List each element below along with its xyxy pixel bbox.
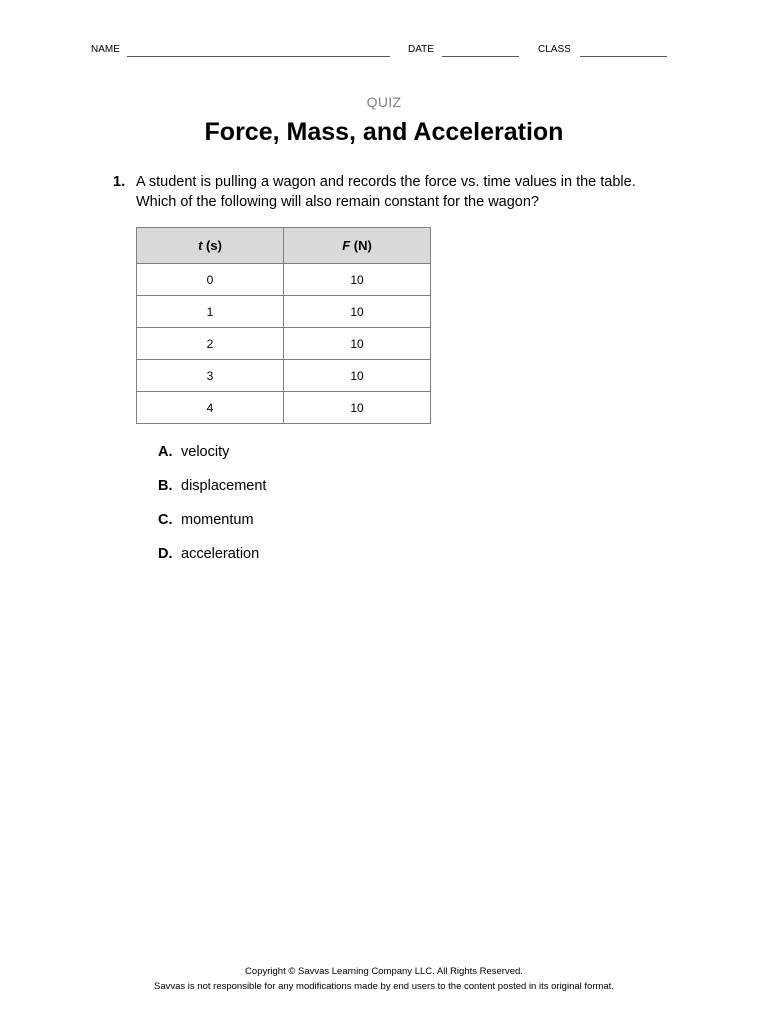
page-title: Force, Mass, and Acceleration [204, 118, 564, 146]
table-cell-force: 10 [284, 328, 431, 360]
question-number: 1. [113, 174, 126, 190]
column-header-time [137, 228, 284, 264]
class-label: CLASS [538, 44, 571, 55]
student-info-header [91, 44, 671, 60]
column-unit: (N) [350, 238, 372, 253]
table-cell-time: 1 [137, 296, 284, 328]
table-row [137, 360, 431, 392]
table-cell-force: 10 [284, 264, 431, 296]
choice-a[interactable] [158, 444, 558, 478]
table-cell-time: 4 [137, 392, 284, 424]
choice-text: velocity [181, 444, 230, 460]
table-cell-time: 3 [137, 360, 284, 392]
table-cell-force: 10 [284, 296, 431, 328]
copyright-footer [0, 964, 768, 994]
choice-letter: C. [158, 512, 173, 528]
date-label: DATE [408, 44, 434, 55]
table-row [137, 296, 431, 328]
choice-text: acceleration [181, 546, 260, 562]
choice-c[interactable] [158, 512, 558, 546]
table-row [137, 392, 431, 424]
table-header-row [137, 228, 431, 264]
question-text: A student is pulling a wagon and records the force vs. time values in the table. Which of the following will also remain constant for the wagon? [136, 174, 636, 210]
quiz-kicker: QUIZ [366, 94, 402, 110]
copyright-line: Copyright © Savvas Learning Company LLC. All Rights Reserved. [245, 966, 523, 977]
name-label: NAME [91, 44, 120, 55]
class-line [580, 56, 667, 57]
choice-b[interactable] [158, 478, 558, 512]
column-var: t [198, 238, 203, 253]
answer-choices [158, 444, 558, 580]
column-unit: (s) [202, 238, 222, 253]
table-cell-force: 10 [284, 360, 431, 392]
table-cell-time: 0 [137, 264, 284, 296]
table-cell-force: 10 [284, 392, 431, 424]
name-line [127, 56, 390, 57]
choice-text: displacement [181, 478, 267, 494]
force-time-table [136, 227, 431, 424]
choice-letter: A. [158, 444, 173, 460]
choice-letter: B. [158, 478, 173, 494]
date-line [442, 56, 519, 57]
column-header-force [284, 228, 431, 264]
table-cell-time: 2 [137, 328, 284, 360]
disclaimer-line: Savvas is not responsible for any modifications made by end users to the content posted in its original format. [154, 981, 614, 992]
table-row [137, 264, 431, 296]
table-row [137, 328, 431, 360]
column-var: F [342, 238, 351, 253]
choice-letter: D. [158, 546, 173, 562]
choice-d[interactable] [158, 546, 558, 580]
choice-text: momentum [181, 512, 254, 528]
